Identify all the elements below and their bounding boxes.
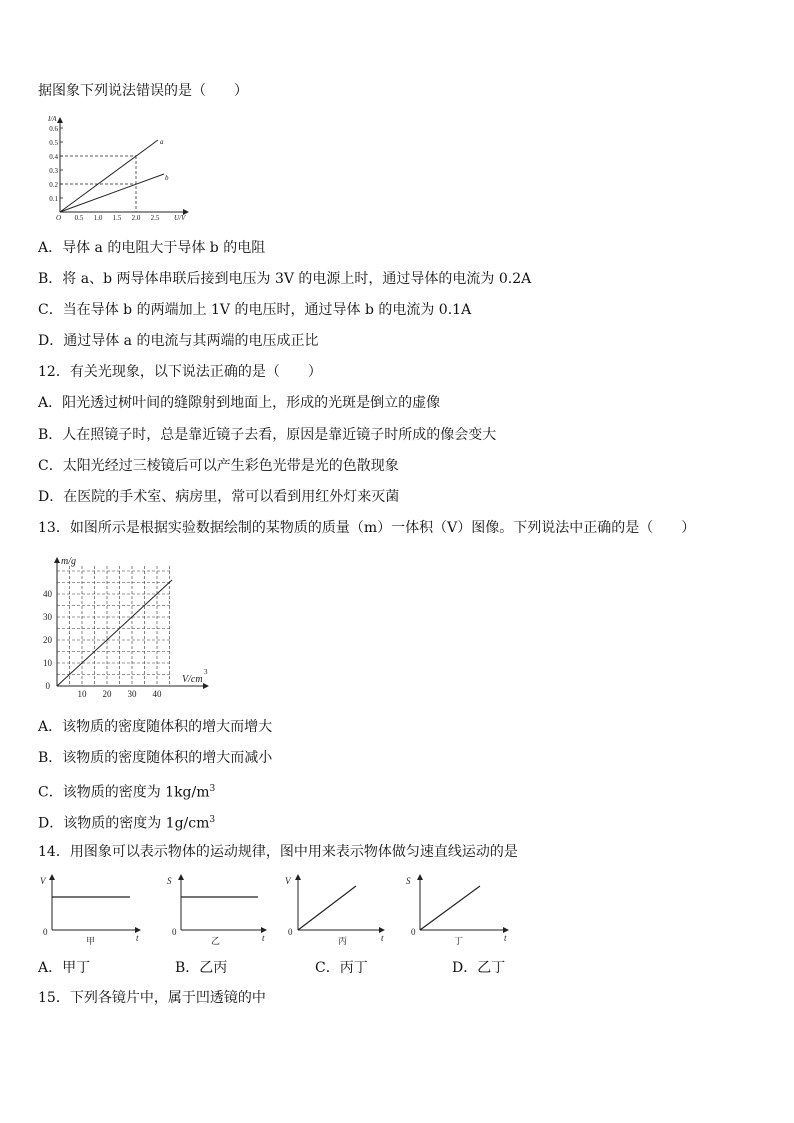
q11-x-label: U/V [174,214,186,222]
q11-xtick: 1.0 [93,214,103,222]
q13-ytick: 30 [43,612,52,622]
q13-option-d[interactable]: D．该物质的密度为 $1g/cm^3$ [38,815,216,832]
q13-x-label: V/cm [182,674,203,685]
svg-text:0: 0 [43,927,48,937]
q11-xtick: 2.0 [131,214,141,222]
q13-xtick: 10 [77,689,87,699]
q13-xtick: 30 [127,689,137,699]
q14-bing-label: 丙 [338,936,348,946]
q11-iu-graph [38,112,198,222]
q12-option-d[interactable]: D．在医院的手术室、病房里，常可以看到用红外灯来灭菌 [38,489,400,505]
q11-y-label: I/A [48,115,57,123]
q14-graphs [38,872,518,952]
svg-text:t: t [262,933,265,943]
q14-jia-label: 甲 [86,936,96,946]
svg-text:t: t [136,933,139,943]
svg-text:0: 0 [172,927,177,937]
q13-ytick: 10 [43,658,52,668]
q13-graph [38,552,218,704]
q14-graph-ding [406,875,508,946]
q11-xtick: 1.5 [112,214,122,222]
q13-option-b[interactable]: B．该物质的密度随体积的增大而减小 [38,750,273,766]
q12-option-c[interactable]: C．太阳光经过三棱镜后可以产生彩色光带是光的色散现象 [38,458,399,474]
q11-xtick: 2.5 [150,214,160,222]
q11-ytick: 0.2 [49,181,58,189]
q14-option-d[interactable]: D．乙丁 [452,960,506,976]
q13-xtick: 40 [152,689,162,699]
q11-graph [38,112,198,226]
q13-x-label-sup: 3 [204,668,208,676]
q13-data-line [57,580,172,686]
q13-option-a[interactable]: A．该物质的密度随体积的增大而增大 [38,719,273,735]
q11-xtick: 0.5 [74,214,84,222]
q15-stem: 15．下列各镜片中，属于凹透镜的中 [38,990,266,1006]
q11-option-d[interactable]: D．通过导体 a 的电流与其两端的电压成正比 [38,333,319,349]
q14-option-b[interactable]: B．乙丙 [175,960,228,976]
q11-ytick: 0.6 [49,125,58,133]
q11-ytick: 0.3 [49,167,58,175]
q11-option-a[interactable]: A．导体 a 的电阻大于导体 b 的电阻 [38,240,266,256]
q14-graph-jia [40,875,140,946]
q13-mv-graph [38,552,218,700]
q11-ytick: 0.4 [49,153,58,161]
q11-line-a [60,140,158,212]
svg-text:t: t [504,933,507,943]
q13-y-label: m/g [61,556,76,567]
q13-ytick: 0 [45,681,50,691]
q14-motion-graphs [38,872,518,948]
q11-ytick: 0.5 [49,139,58,147]
q11-stem: 据图象下列说法错误的是（ ） [38,83,248,99]
q13-option-c[interactable]: C．该物质的密度为 $1kg/m^3$ [38,784,216,801]
svg-text:V: V [40,876,46,886]
q14-graph-yi [167,875,266,946]
superscript: 3 [209,784,216,794]
q14-graph-bing [285,875,384,946]
q13-xtick: 20 [102,689,112,699]
q14-ding-label: 丁 [454,936,464,946]
svg-text:V: V [285,876,291,886]
superscript: 3 [209,815,216,825]
q11-option-b[interactable]: B．将 a、b 两导体串联后接到电压为 3V 的电源上时，通过导体的电流为 0.2A [38,271,532,287]
q14-bing-line [298,886,356,930]
q12-option-b[interactable]: B．人在照镜子时，总是靠近镜子去看，原因是靠近镜子时所成的像会变大 [38,427,497,443]
svg-text:S: S [167,876,172,886]
q13-ytick: 40 [43,589,52,599]
q14-ding-line [420,886,480,930]
svg-text:S: S [406,876,411,886]
q11-ytick: 0.1 [49,195,58,203]
q14-yi-label: 乙 [211,936,221,946]
svg-text:0: 0 [288,927,293,937]
q11-label-a: a [160,138,164,146]
q12-stem: 12．有关光现象，以下说法正确的是（ ） [38,364,322,380]
q11-origin: O [56,214,62,222]
svg-text:t: t [381,933,384,943]
q13-stem: 13．如图所示是根据实验数据绘制的某物质的质量（m）一体积（V）图像。下列说法中正确的是（ ） [38,520,696,536]
q11-option-c[interactable]: C．当在导体 b 的两端加上 1V 的电压时，通过导体 b 的电流为 0.1A [38,302,472,318]
q13-ytick: 20 [43,635,52,645]
q12-option-a[interactable]: A．阳光透过树叶间的缝隙射到地面上，形成的光斑是倒立的虚像 [38,395,441,411]
q14-option-a[interactable]: A．甲丁 [38,960,91,976]
q11-line-b [60,174,164,212]
svg-text:0: 0 [411,927,416,937]
q14-stem: 14．用图象可以表示物体的运动规律，图中用来表示物体做匀速直线运动的是 [38,844,518,860]
q14-option-c[interactable]: C．丙丁 [315,960,368,976]
q11-label-b: b [165,174,169,182]
